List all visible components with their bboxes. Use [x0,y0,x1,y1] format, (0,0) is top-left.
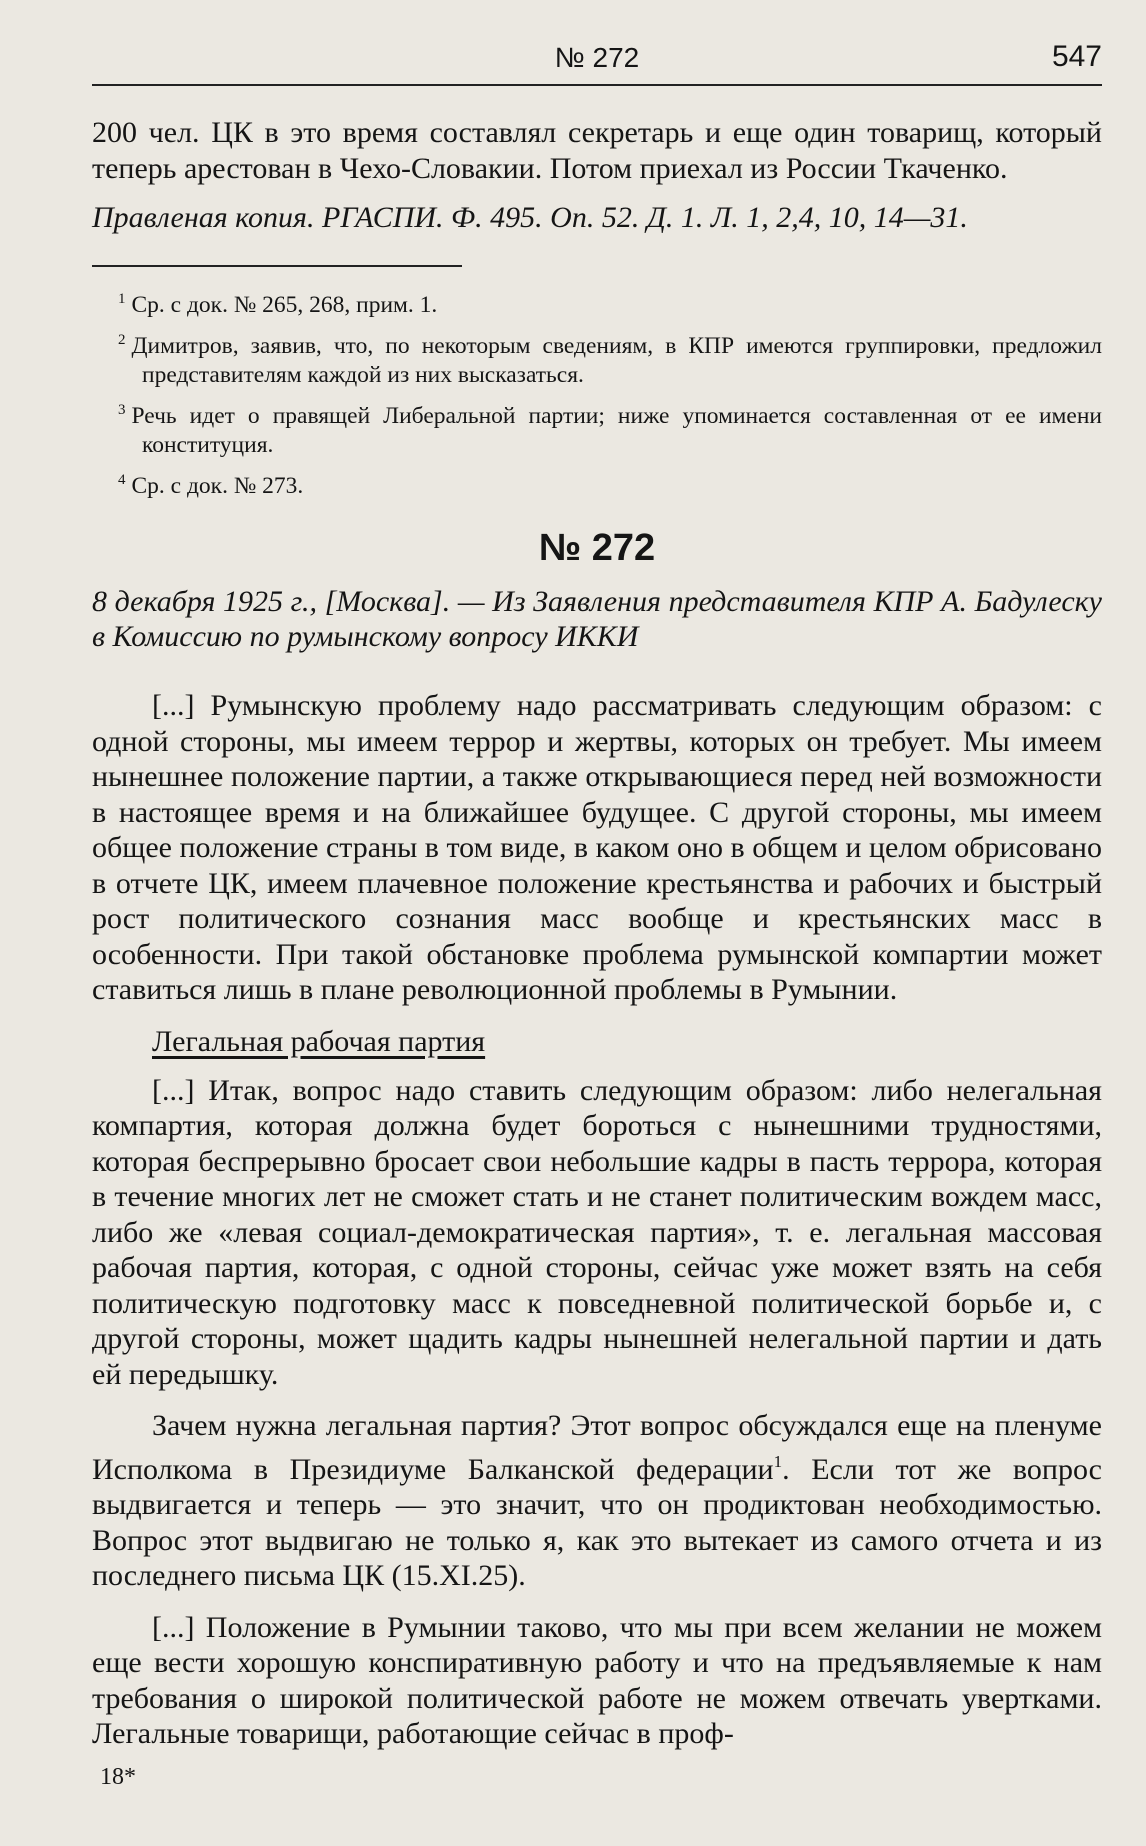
footnote-mark: 3 [118,402,126,418]
paragraph-text: Зачем нужна легальная партия? Этот вопрос обсуждался еще на пленуме Исполкома в Президиуме Балканской федерации [92,1409,1102,1486]
body-paragraph: [...] Положение в Румынии таково, что мы при всем желании не можем еще вести хорошую конспиративную работу и что на предъявляемые к нам требования о широкой политической работе не можем отвечать увертками. Легальные товарищи, работающие сейчас в проф- [92,1610,1102,1750]
footnote-text: Ср. с док. № 273. [131,473,304,499]
archive-source: Правленая копия. РГАСПИ. Ф. 495. Оп. 52. Д. 1. Л. 1, 2,4, 10, 14—31. [92,201,968,234]
footnote-rule [92,265,462,267]
footnote-text: Речь идет о правящей Либеральной партии; ниже упоминается составленная от ее имени конституция. [131,403,1102,458]
footnote-mark: 1 [118,291,126,307]
footnote [92,326,1102,390]
footnote-text: Димитров, заявив, что, по некоторым сведениям, в КПР имеются группировки, предложил представителям каждой из них высказаться. [131,333,1102,388]
section-subheading: Легальная рабочая партия [152,1024,486,1058]
footnote [92,396,1102,460]
running-header [92,38,1102,86]
footnote-reference: 1 [773,1451,783,1471]
continued-paragraph: 200 чел. ЦК в это время составлял секретарь и еще один товарищ, который теперь арестован в Чехо-Словакии. Потом приехал из России Ткаченко. [92,116,1102,185]
footnotes [92,285,1102,501]
footnote [92,466,1102,501]
page-number: 547 [1051,40,1102,73]
body-paragraph: [...] Итак, вопрос надо ставить следующим образом: либо нелегальная компартия, которая должна будет бороться с нынешними трудностями, которая беспрерывно бросает свои небольшие кадры в пасть террора, которая в течение многих лет не сможет стать и не станет политическим вождем масс, либо же «левая социал-демократическая партия», т. е. легальная массовая рабочая партия, которая, с одной стороны, сейчас уже может взять на себя политическую подготовку масс к повседневной политической борьбе и, с другой стороны, может щадить кадры нынешней нелегальной партии и дать ей передышку. [92,1073,1102,1391]
document-title: № 272 [538,527,656,569]
footnote-mark: 2 [118,332,126,348]
body-paragraph [92,1408,1102,1594]
footnote [92,285,1102,320]
document-dateline: 8 декабря 1925 г., [Москва]. — Из Заявления представителя КПР А. Бадулеску в Комиссию по румынскому вопросу ИККИ [92,585,1102,653]
footnote-mark: 4 [118,472,126,488]
body-paragraph: [...] Румынскую проблему надо рассматривать следующим образом: с одной стороны, мы имеем террор и жертвы, которых он требует. Мы имеем нынешнее положение партии, а также открывающиеся перед ней возможности в настоящее время и на ближайшее будущее. С другой стороны, мы имеем общее положение страны в том виде, в каком оно в общем и целом обрисовано в отчете ЦК, имеем плачевное положение крестьянства и рабочих и быстрый рост политического сознания масс вообще и крестьянских масс в особенности. При такой обстановке проблема румынской компартии может ставиться лишь в плане революционной проблемы в Румынии. [92,689,1102,1006]
printer-signature: 18* [100,1764,136,1790]
page-content [92,115,1102,1752]
paragraph-text: . Если тот же вопрос выдвигается и теперь — это значит, что он продиктован необходимостью. Вопрос этот выдвигаю не только я, как это вытекает из самого отчета и из последнего письма ЦК (15.XI.25). [92,1452,1102,1592]
footnote-text: Ср. с док. № 265, 268, прим. 1. [131,292,438,318]
header-doc-number: № 272 [554,42,640,73]
